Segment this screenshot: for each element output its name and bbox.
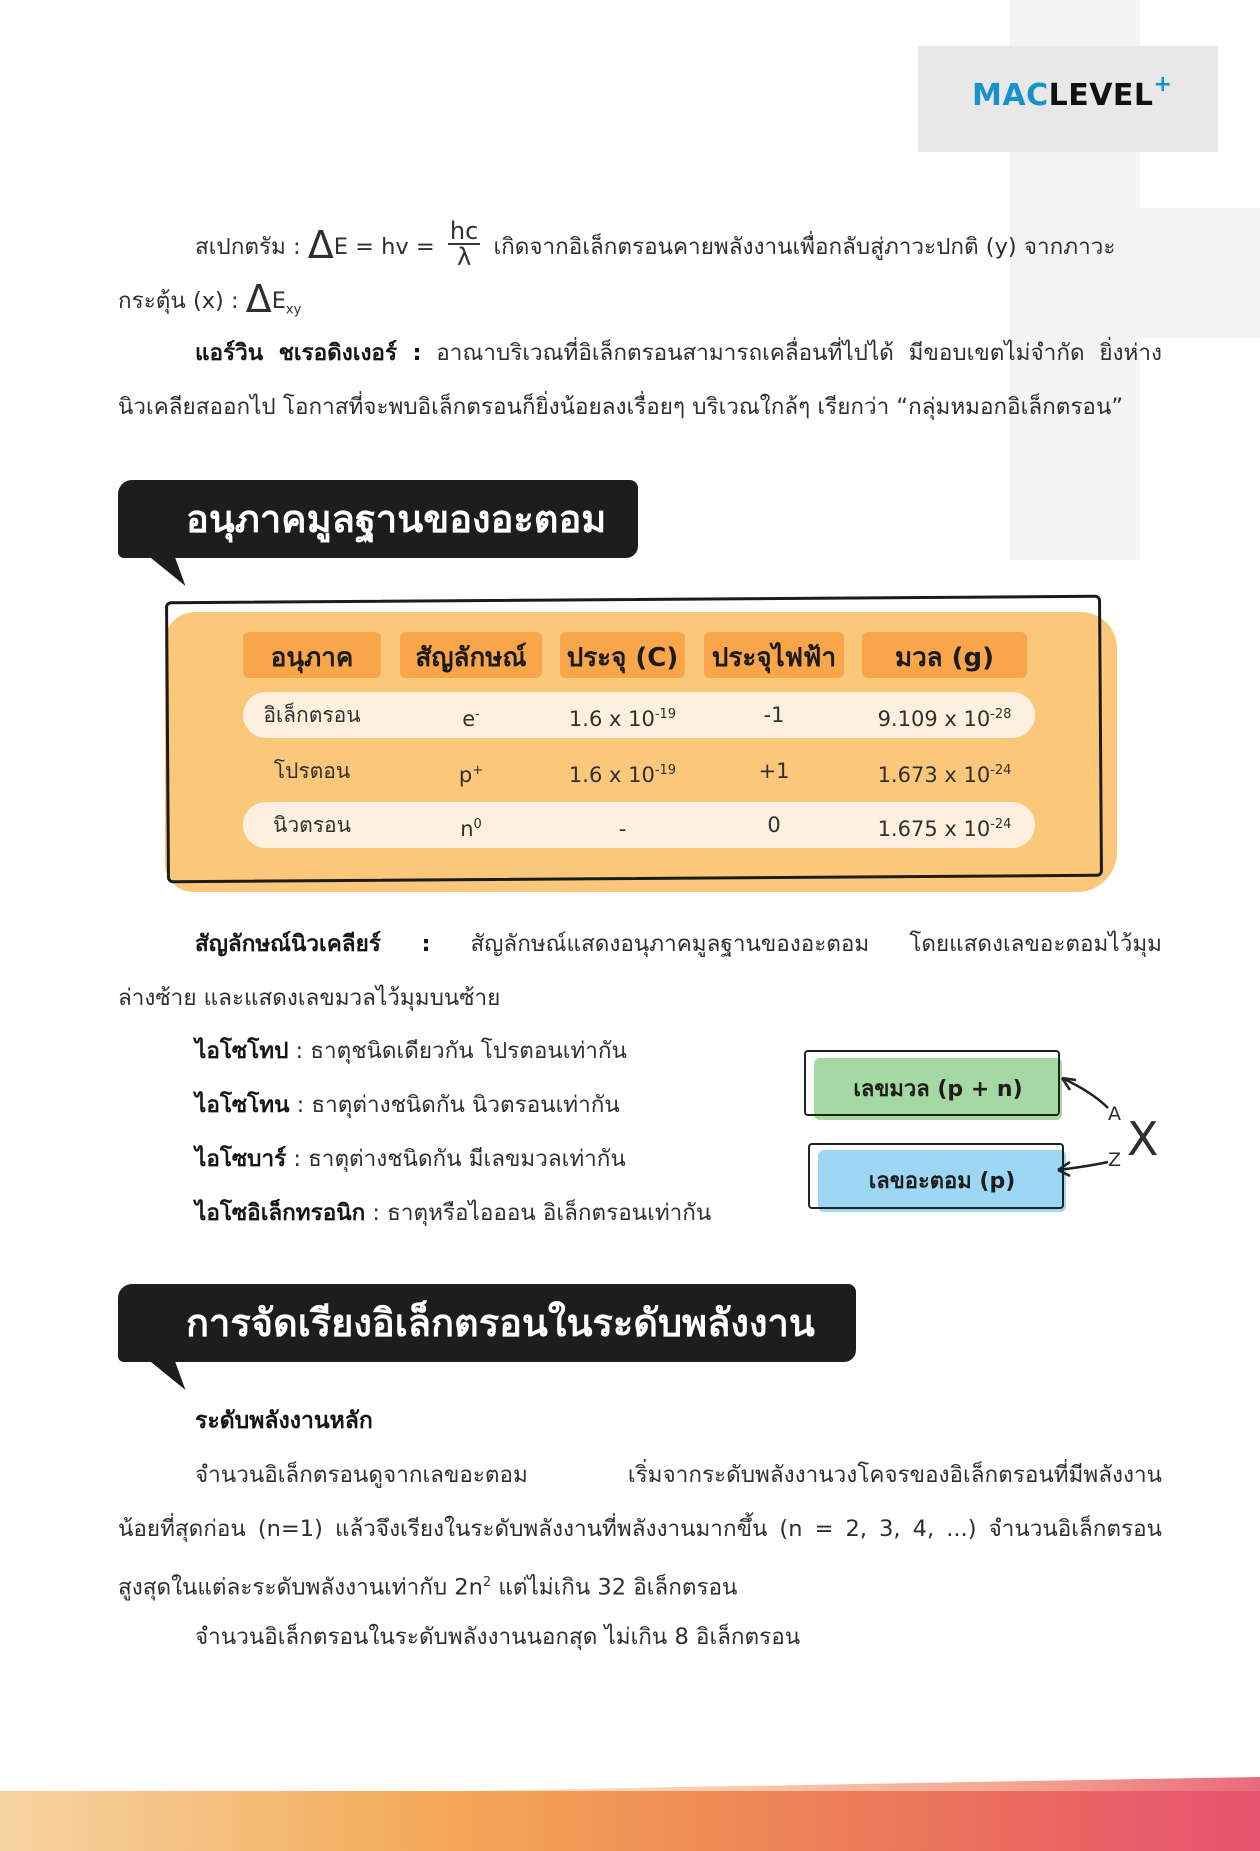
table-header-mass: มวล (g) xyxy=(862,632,1027,678)
footer-decoration xyxy=(0,1791,1260,1851)
mass-number-box-outline xyxy=(804,1050,1060,1116)
element-symbol-x: X xyxy=(1127,1112,1159,1166)
table-cell-name: นิวตรอน xyxy=(272,813,352,837)
energy-paragraph-line-3: สูงสุดในแต่ละระดับพลังงานเท่ากับ $2n^2$ แต่ไม่เกิน 32 อิเล็กตรอน xyxy=(118,1574,738,1601)
table-header-electric-charge: ประจุไฟฟ้า xyxy=(704,632,844,678)
brand-logo: MACLEVEL+ xyxy=(972,72,1173,113)
table-cell-charge: 1.6 x $10^{-19}$ xyxy=(568,707,677,731)
isotope-definition: ไอโซโทป : ธาตุชนิดเดียวกัน โปรตอนเท่ากัน xyxy=(195,1038,627,1064)
isobar-definition: ไอโซบาร์ : ธาตุต่างชนิดกัน มีเลขมวลเท่ากัน xyxy=(195,1146,626,1172)
table-cell-symbol: $n^0$ xyxy=(460,817,482,841)
energy-paragraph-2: จำนวนอิเล็กตรอนในระดับพลังงานนอกสุด ไม่เกิน 8 อิเล็กตรอน xyxy=(195,1624,801,1650)
table-cell-name: อิเล็กตรอน xyxy=(263,703,361,727)
hc-over-lambda: $\frac{hc}{\lambda}$ xyxy=(449,216,479,271)
atomic-number-box: เลขอะตอม (p) xyxy=(818,1150,1066,1212)
table-header-symbol: สัญลักษณ์ xyxy=(400,632,542,678)
table-cell-charge: 1.6 x $10^{-19}$ xyxy=(568,763,677,787)
mass-number-box: เลขมวล (p + n) xyxy=(814,1058,1062,1120)
table-cell-mass: 1.673 x $10^{-24}$ xyxy=(877,763,1012,787)
spectrum-line: สเปกตรัม : ΔE = hv = $\frac{hc}{\lambda}$ เกิดจากอิเล็กตรอนคายพลังงานเพื่อกลับสู่ภาวะปกติ (y) จากภาวะ xyxy=(195,216,1116,271)
section-heading-atomic-particles: อนุภาคมูลฐานของอะตอม xyxy=(118,480,638,558)
atomic-number-box-outline xyxy=(808,1143,1064,1209)
isotone-definition: ไอโซโทน : ธาตุต่างชนิดกัน นิวตรอนเท่ากัน xyxy=(195,1092,620,1118)
table-cell-mass: 9.109 x $10^{-28}$ xyxy=(877,707,1012,731)
table-header-particle: อนุภาค xyxy=(243,632,381,678)
table-cell-electric: -1 xyxy=(763,703,785,727)
schrodinger-line-2: นิวเคลียสออกไป โอกาสที่จะพบอิเล็กตรอนก็ยิ่งน้อยลงเรื่อยๆ บริเวณใกล้ๆ เรียกว่า “กลุ่มหมอกอิเล็กตรอน” xyxy=(118,394,1123,420)
isoelectronic-definition: ไอโซอิเล็กทรอนิก : ธาตุหรือไอออน อิเล็กตรอนเท่ากัน xyxy=(195,1200,712,1226)
table-cell-charge: - xyxy=(618,817,627,841)
energy-paragraph-line-2: น้อยที่สุดก่อน (n=1) แล้วจึงเรียงในระดับพลังงานที่พลังงานมากขึ้น (n = 2, 3, 4, ...) จำนวนอิเล็กตรอน xyxy=(118,1516,1162,1542)
schrodinger-line-1: แอร์วิน ชเรอดิงเงอร์ : อาณาบริเวณที่อิเล็กตรอนสามารถเคลื่อนที่ไปได้ มีขอบเขตไม่จำกัด ยิ่งห่าง xyxy=(195,340,1162,366)
table-cell-electric: +1 xyxy=(758,759,790,783)
table-cell-electric: 0 xyxy=(767,813,781,837)
spectrum-line-2: กระตุ้น (x) : $\Delta E_{xy}$ xyxy=(118,277,302,321)
nuclear-symbol-line-2: ล่างซ้าย และแสดงเลขมวลไว้มุมบนซ้าย xyxy=(118,985,501,1011)
table-cell-name: โปรตอน xyxy=(273,759,351,783)
energy-subheading: ระดับพลังงานหลัก xyxy=(195,1408,373,1434)
energy-paragraph-line-1: จำนวนอิเล็กตรอนดูจากเลขอะตอม เริ่มจากระดับพลังงานวงโคจรของอิเล็กตรอนที่มีพลังงาน xyxy=(195,1462,1162,1488)
table-cell-symbol: e- xyxy=(462,707,480,731)
mass-number-symbol-a: A xyxy=(1108,1103,1121,1125)
table-cell-mass: 1.675 x $10^{-24}$ xyxy=(877,817,1012,841)
table-cell-symbol: p+ xyxy=(458,763,484,787)
atomic-number-symbol-z: Z xyxy=(1108,1149,1122,1171)
nuclear-symbol-line-1: สัญลักษณ์นิวเคลียร์ : สัญลักษณ์แสดงอนุภาคมูลฐานของอะตอม โดยแสดงเลขอะตอมไว้มุม xyxy=(195,931,1162,957)
section-heading-electron-arrangement: การจัดเรียงอิเล็กตรอนในระดับพลังงาน xyxy=(118,1284,856,1362)
table-header-charge-c: ประจุ (C) xyxy=(560,632,685,678)
